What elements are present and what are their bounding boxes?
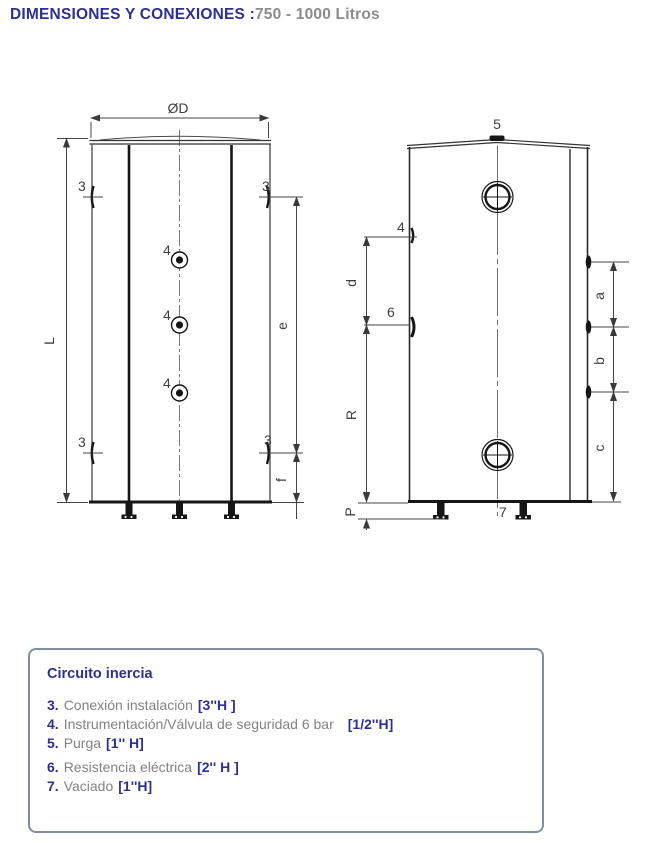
legend-item-text: Instrumentación/Válvula de seguridad 6 bar	[63, 716, 334, 732]
legend-item-text: Resistencia eléctrica	[63, 759, 193, 775]
dim-label-a: a	[591, 292, 607, 300]
legend-item-7	[47, 777, 524, 796]
legend-item-4	[47, 715, 524, 734]
dim-label-c: c	[591, 444, 607, 452]
dim-label-d: d	[343, 279, 359, 287]
legend-item-number: 5.	[47, 735, 59, 751]
connection-label-4-lower: 4	[163, 375, 171, 391]
connection-label-4-side: 4	[397, 219, 405, 235]
page-title-volume: 750 - 1000 Litros	[254, 6, 380, 23]
legend-item-number: 4.	[47, 716, 59, 732]
connection-label-5: 5	[493, 116, 501, 132]
legend-title: Circuito inercia	[47, 666, 153, 682]
legend-item-spec: [1'' H]	[106, 735, 144, 751]
tank-front-view	[41, 100, 304, 519]
connection-label-3-bottom-right: 3	[264, 432, 272, 448]
connection-label-3-bottom-left: 3	[78, 434, 86, 450]
flanged-port-top	[482, 182, 513, 213]
dim-label-L: L	[41, 337, 57, 345]
tank-side-view	[342, 116, 629, 530]
dim-label-P: P	[342, 507, 358, 517]
legend-item-spec: [2'' H ]	[197, 759, 239, 775]
legend-item-6	[47, 758, 524, 777]
legend-box	[28, 648, 544, 833]
legend-item-spec: [3''H ]	[197, 697, 236, 713]
connection-label-3-top-right: 3	[262, 178, 270, 194]
purge-connection-5	[490, 136, 505, 142]
legend-item-text: Vaciado	[63, 778, 114, 794]
legend-item-text: Purga	[63, 735, 102, 751]
extension-lines-right	[591, 262, 629, 392]
connection-label-4-middle: 4	[163, 307, 171, 323]
tank-legs-front	[122, 504, 240, 520]
dim-label-R: R	[343, 409, 359, 421]
legend-item-3	[47, 696, 524, 715]
legend-item-number: 3.	[47, 697, 59, 713]
connection-label-3-top-left: 3	[78, 178, 86, 194]
legend-item-spec: [1/2''H]	[347, 716, 394, 732]
connection-label-6: 6	[387, 304, 395, 320]
connection-label-4-upper: 4	[163, 242, 171, 258]
connection-label-7: 7	[499, 504, 507, 520]
tank-legs-side	[433, 503, 531, 520]
legend-item-5	[47, 734, 524, 753]
flanged-port-bottom	[482, 440, 513, 471]
dim-label-f: f	[273, 478, 289, 482]
connection-bumps-right	[586, 256, 592, 399]
legend-item-number: 6.	[47, 759, 59, 775]
dim-label-e: e	[274, 322, 290, 330]
connection-4-stub	[412, 228, 414, 243]
legend-item-spec: [1''H]	[118, 778, 153, 794]
dim-label-diameter: ØD	[167, 100, 189, 116]
page-title-main: DIMENSIONES Y CONEXIONES :	[10, 6, 255, 23]
legend-item-number: 7.	[47, 778, 59, 794]
connection-6-stub	[412, 317, 415, 337]
dim-label-b: b	[591, 357, 607, 365]
legend-item-text: Conexión instalación	[63, 697, 193, 713]
